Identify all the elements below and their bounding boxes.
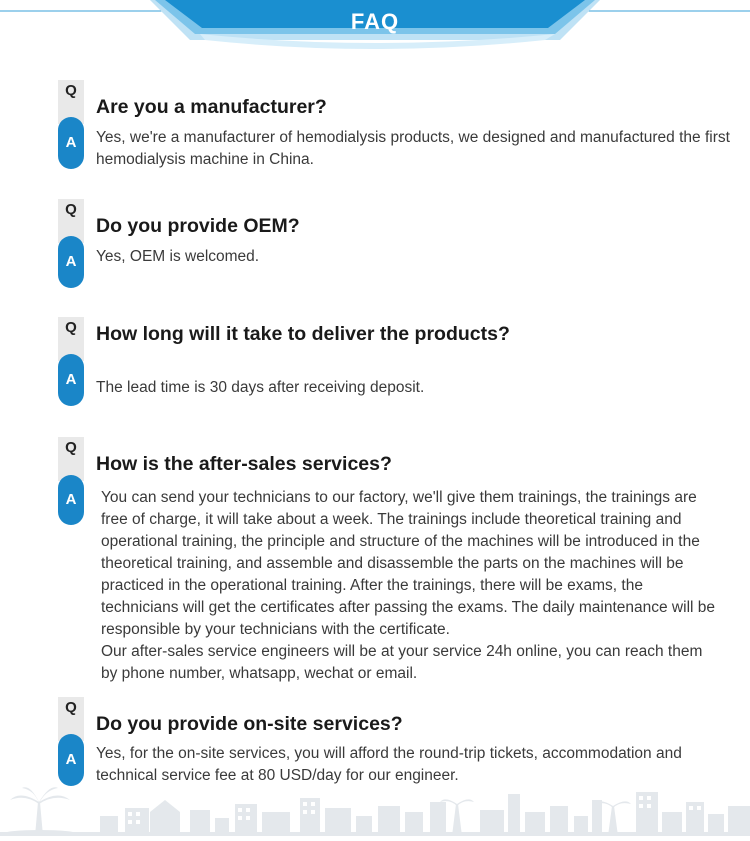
faq-header-banner [0,0,750,60]
question-badge: Q [58,199,84,243]
faq-question: Are you a manufacturer? [96,96,327,118]
answer-badge: A [58,475,84,525]
faq-answer [96,377,736,399]
faq-question: How long will it take to deliver the products? [96,323,510,345]
faq-question: Do you provide on-site services? [96,713,403,735]
answer-paragraph: The lead time is 30 days after receiving deposit. [96,379,425,396]
skyline-icon [0,782,750,836]
question-badge: Q [58,80,84,124]
skyline-decoration [0,782,750,836]
faq-answer [101,487,721,685]
answer-badge: A [58,236,84,288]
answer-paragraph: Yes, OEM is welcomed. [96,248,260,265]
answer-badge: A [58,734,84,786]
answer-paragraph: You can send your technicians to our factory, we'll give them trainings, the trainings are free of charge, it will take about a week. The trainings include theoretical training and operational training, the principle and structure of the machines will be introduced in the theoretical training, and assemble and disassemble the parts on the machines will be practiced in the operational training. After the trainings, there will be exams, the technicians will get the certificates after passing the exams. The daily maintenance will be responsible by your technicians with the certificate. [101,489,715,638]
question-badge: Q [58,697,84,741]
question-badge: Q [58,317,84,361]
faq-title: FAQ [350,9,400,34]
question-badge: Q [58,437,84,481]
faq-answer [96,246,736,268]
answer-badge: A [58,117,84,169]
faq-question: Do you provide OEM? [96,215,300,237]
answer-paragraph: Our after-sales service engineers will be at your service 24h online, you can reach them by phone number, whatsapp, wechat or email. [101,643,703,682]
faq-answer [96,127,736,171]
answer-badge: A [58,354,84,406]
answer-paragraph: Yes, we're a manufacturer of hemodialysis products, we designed and manufactured the first hemodialysis machine in China. [96,129,730,168]
faq-answer [96,743,736,787]
answer-paragraph: Yes, for the on-site services, you will afford the round-trip tickets, accommodation and technical service fee at 80 USD/day for our engineer. [96,745,682,784]
faq-question: How is the after-sales services? [96,453,392,475]
